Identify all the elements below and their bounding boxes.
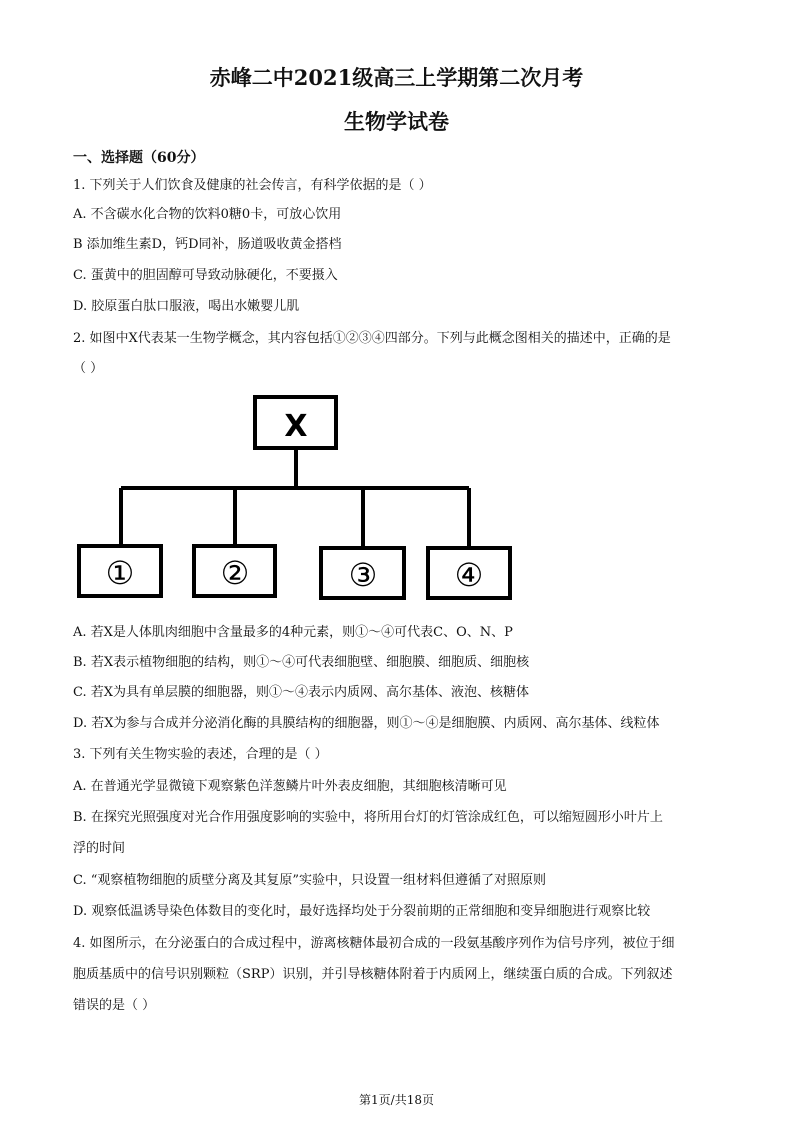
question-1-option-b: B 添加维生素D，钙D同补，肠道吸收黄金搭档 (73, 237, 342, 252)
question-4-stem-line-2: 胞质基质中的信号识别颗粒（SRP）识别，并引导核糖体附着于内质网上，继续蛋白质的合成。下列叙述 (73, 967, 673, 982)
question-3-option-a: A. 在普通光学显微镜下观察紫色洋葱鳞片叶外表皮细胞，其细胞核清晰可见 (73, 779, 507, 794)
diagram-child-label-3: ③ (348, 556, 378, 594)
question-1-option-d: D. 胶原蛋白肽口服液，喝出水嫩婴儿肌 (73, 299, 300, 314)
question-2-stem-bracket: （ ） (73, 361, 104, 376)
question-3-option-b-continued: 浮的时间 (73, 841, 126, 856)
question-2-option-d: D. 若X为参与合成并分泌消化酶的具膜结构的细胞器，则①～④是细胞膜、内质网、高尔基体、线粒体 (73, 716, 660, 731)
diagram-child-label-1: ① (105, 554, 135, 592)
question-3-option-c: C. “观察植物细胞的质壁分离及其复原”实验中，只设置一组材料但遵循了对照原则 (73, 873, 547, 888)
diagram-child-label-2: ② (220, 554, 250, 592)
question-3-option-b: B. 在探究光照强度对光合作用强度影响的实验中，将所用台灯的灯管涂成红色，可以缩短圆形小叶片上 (73, 810, 663, 825)
question-2-option-c: C. 若X为具有单层膜的细胞器，则①～④表示内质网、高尔基体、液泡、核糖体 (73, 685, 530, 700)
exam-title: 赤峰二中2021级高三上学期第二次月考 (209, 65, 584, 90)
question-1-stem: 1. 下列关于人们饮食及健康的社会传言，有科学依据的是（ ） (73, 178, 432, 193)
diagram-root-label: X (284, 409, 308, 444)
question-2-option-a: A. 若X是人体肌肉细胞中含量最多的4种元素，则①～④可代表C、O、N、P (73, 625, 513, 640)
question-2-stem: 2. 如图中X代表某一生物学概念，其内容包括①②③④四部分。下列与此概念图相关的描述中，正确的是 (73, 331, 671, 346)
question-3-option-d: D. 观察低温诱导染色体数目的变化时，最好选择均处于分裂前期的正常细胞和变异细胞进行观察比较 (73, 904, 651, 919)
question-1-option-a: A. 不含碳水化合物的饮料0糖0卡，可放心饮用 (73, 207, 342, 222)
question-4-stem: 4. 如图所示，在分泌蛋白的合成过程中，游离核糖体最初合成的一段氨基酸序列作为信号序列，被位于细 (73, 936, 675, 951)
question-4-stem-line-3: 错误的是（ ） (73, 998, 156, 1013)
question-2-option-b: B. 若X表示植物细胞的结构，则①～④可代表细胞壁、细胞膜、细胞质、细胞核 (73, 655, 530, 670)
question-3-stem: 3. 下列有关生物实验的表述，合理的是（ ） (73, 747, 328, 762)
section-heading: 一、选择题（60分） (73, 150, 205, 166)
diagram-child-label-4: ④ (454, 556, 484, 594)
exam-subtitle: 生物学试卷 (344, 109, 449, 134)
question-1-option-c: C. 蛋黄中的胆固醇可导致动脉硬化，不要摄入 (73, 268, 338, 283)
page-number: 第1页/共18页 (359, 1093, 434, 1107)
